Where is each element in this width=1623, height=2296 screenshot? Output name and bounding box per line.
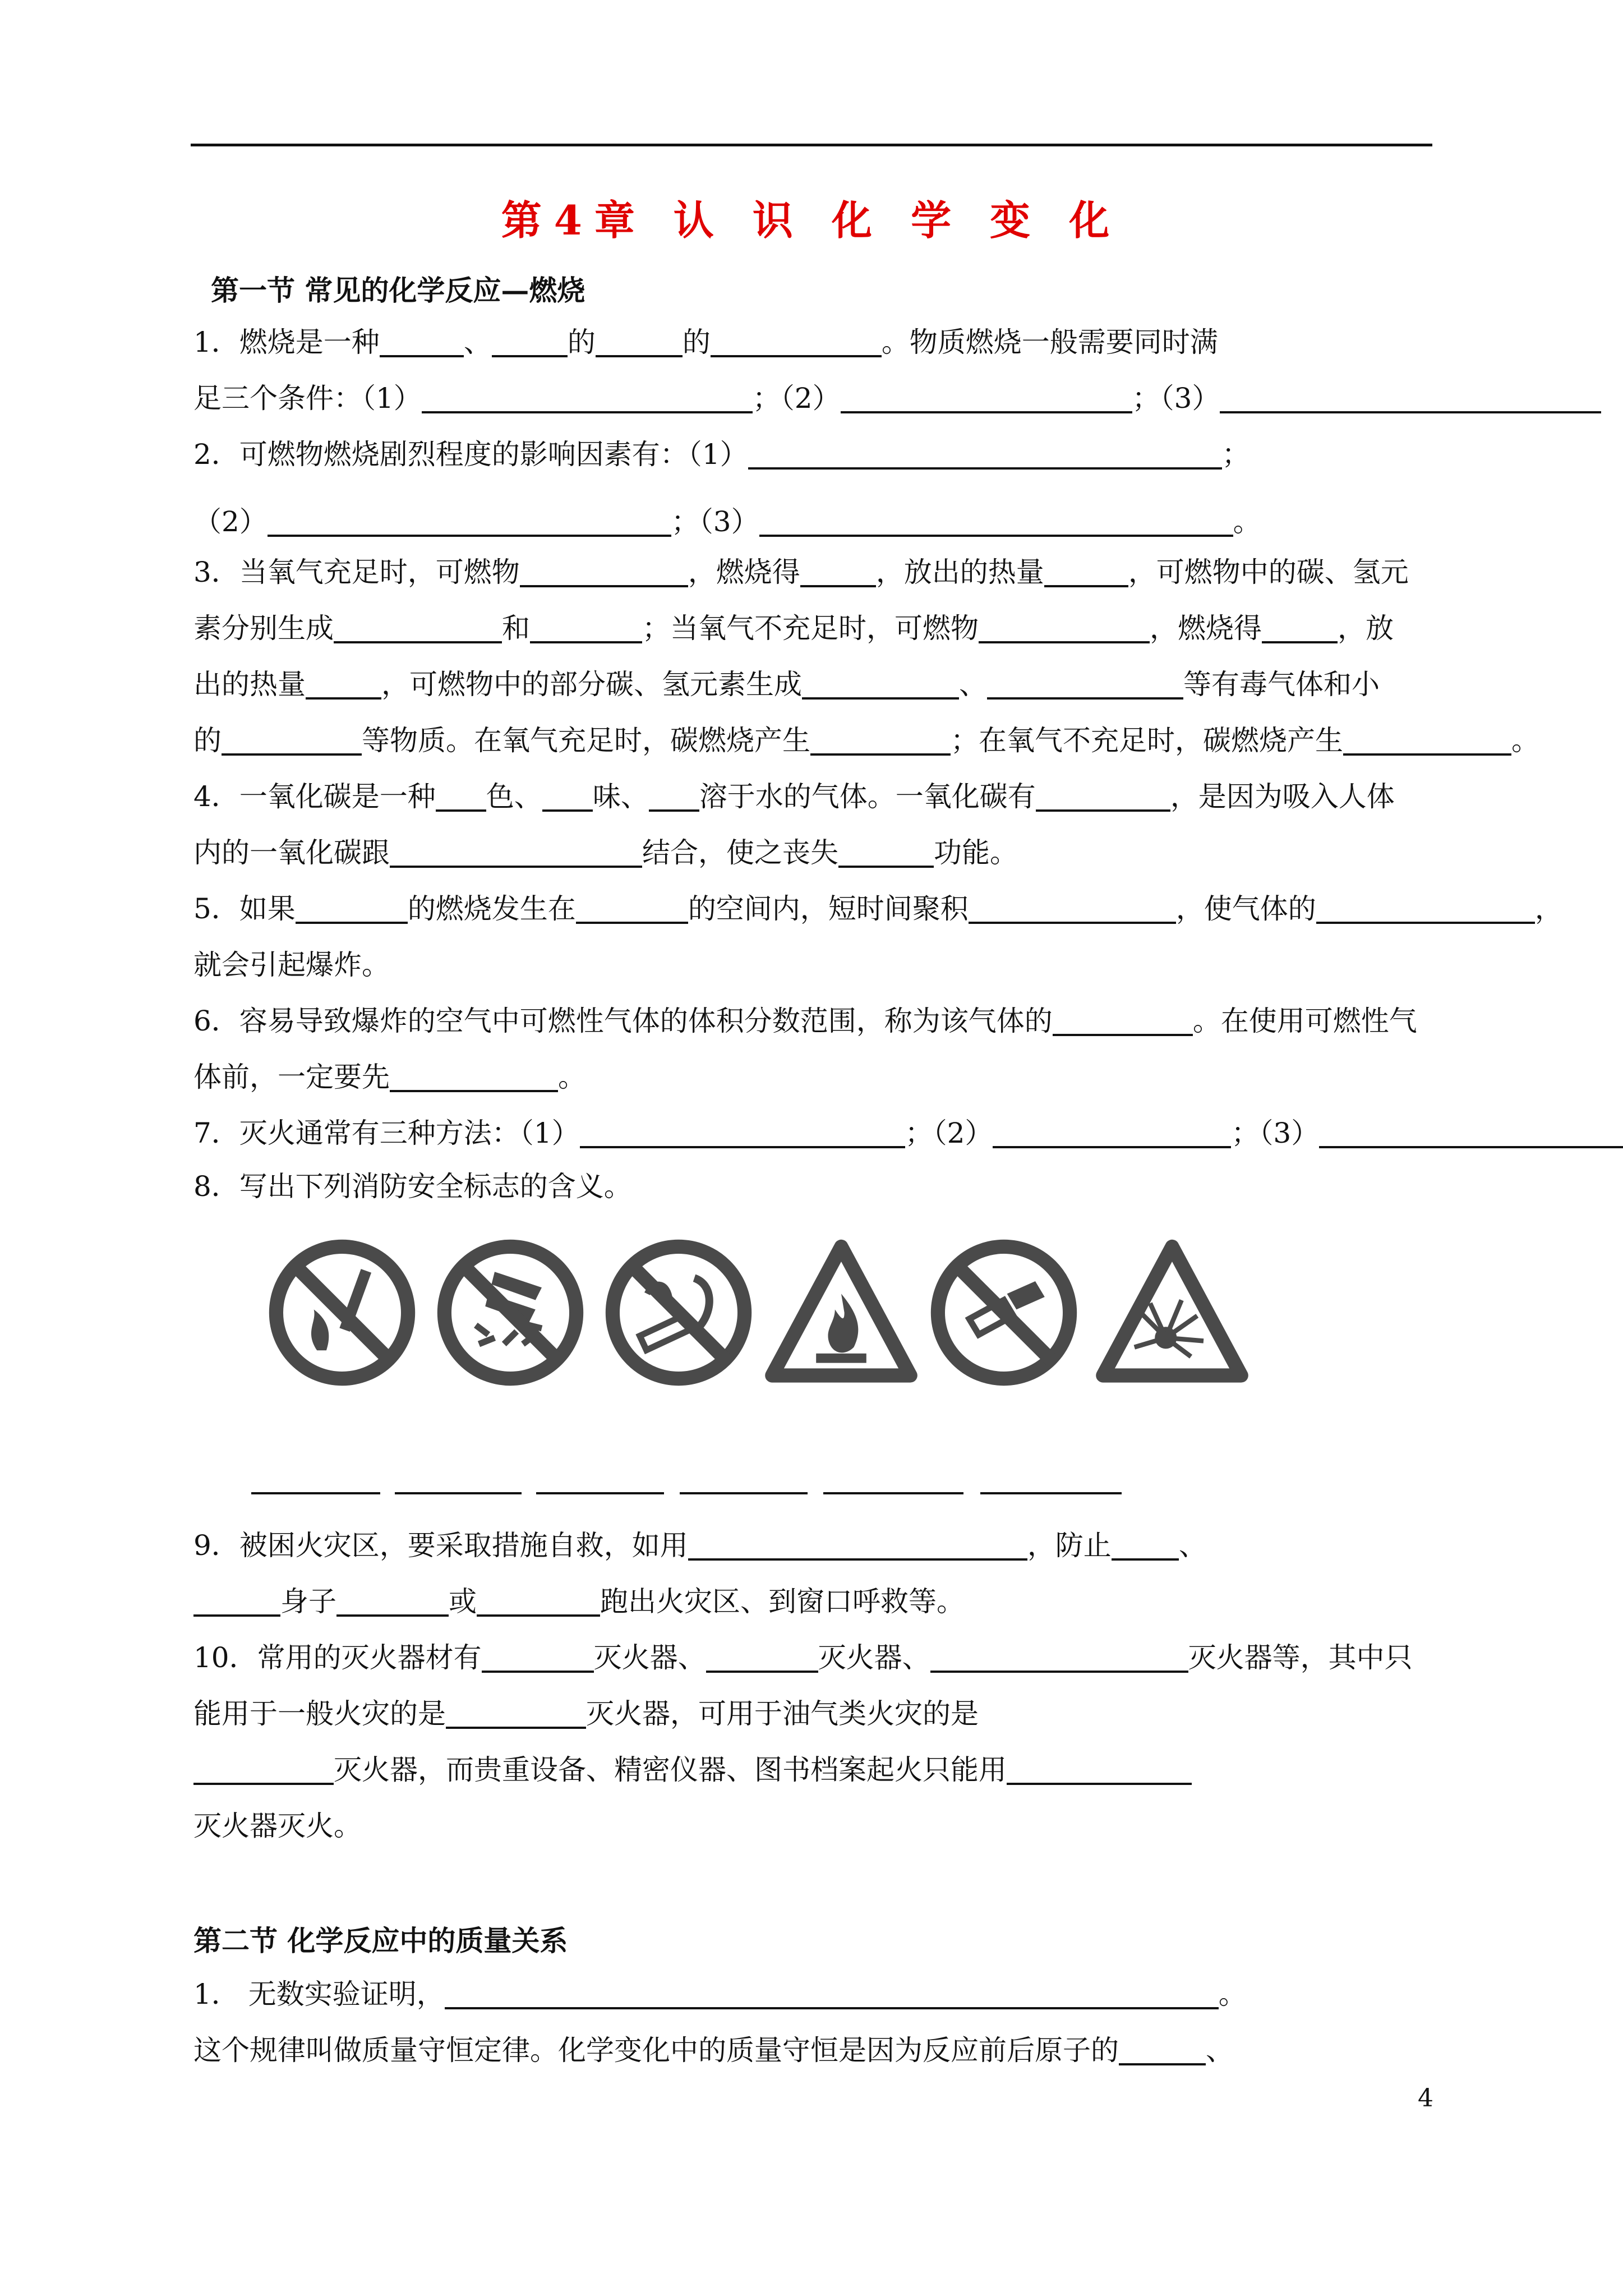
blank[interactable] [380,326,464,357]
section2-heading: 第二节 化学反应中的质量关系 [193,1924,568,1957]
q6-line2: 体前，一定要先 。 [193,1061,586,1093]
q1-line1: 1．燃烧是一种 、 的 的 。物质燃烧一般需要同时满 [193,326,1218,358]
explosive-warning-sign-icon [1094,1234,1251,1391]
blank[interactable] [1343,724,1511,756]
blank[interactable] [748,438,1222,470]
no-open-flame-sign-icon [264,1234,421,1391]
q9-line2: 身子 或 跑出火灾区、到窗口呼救等。 [193,1582,965,1621]
blank[interactable] [649,780,699,812]
q4-line1: 4．一氧化碳是一种 色、 味、 溶于水的气体。一氧化碳有 ，是因为吸入人体 [193,780,1395,813]
blank[interactable] [688,1529,1027,1561]
blank[interactable] [596,326,683,357]
blank[interactable] [482,1641,594,1673]
blank[interactable] [542,780,593,812]
blank[interactable] [1007,1754,1192,1785]
blank[interactable] [296,892,408,924]
blank[interactable] [993,1117,1231,1148]
blank[interactable] [1319,1117,1623,1148]
blank[interactable] [520,556,688,587]
blank[interactable] [193,1585,280,1617]
blank[interactable] [969,892,1176,924]
q10-line1: 10．常用的灭火器材有 灭火器、 灭火器、 灭火器等，其中只 [193,1641,1413,1674]
blank[interactable] [810,724,951,756]
q5-line2: 就会引起爆炸。 [193,949,390,981]
s2-q1-line1: 1． 无数实验证明， 。 [193,1978,1247,2010]
q3-line2: 素分别生成 和 ；当氧气不充足时，可燃物 ，燃烧得 ，放 [193,612,1394,645]
blank[interactable] [1112,1529,1179,1561]
blank[interactable] [979,612,1150,643]
sign-answer-blank[interactable] [980,1492,1122,1494]
q3-line1: 3．当氧气充足时，可燃物 ，燃烧得 ，放出的热量 ，可燃物中的碳、氢元 [193,556,1409,588]
q7-line: 7．灭火通常有三种方法：（1） ；（2） ；（3） [193,1114,1623,1153]
sign-answer-blank[interactable] [823,1492,963,1494]
blank[interactable] [838,836,934,868]
blank[interactable] [1053,1005,1193,1036]
blank[interactable] [306,668,381,700]
blank[interactable] [711,326,882,357]
q10-line3: 灭火器，而贵重设备、精密仪器、图书档案起火只能用 [193,1750,1192,1789]
blank[interactable] [445,1978,1219,2009]
blank[interactable] [802,668,959,700]
q4-line2: 内的一氧化碳跟 结合，使之丧失 功能。 [193,836,1018,869]
q1-line2: 足三个条件：（1） ；（2） ；（3） [193,379,1601,418]
q2-line1: 2．可燃物燃烧剧烈程度的影响因素有：（1） ； [193,438,1250,471]
blank[interactable] [336,1585,449,1617]
section1-heading: 第一节 常见的化学反应—燃烧 [211,274,585,307]
sign-answer-blank[interactable] [680,1492,808,1494]
top-rule [191,144,1432,146]
blank[interactable] [800,556,876,587]
sign-answer-blank[interactable] [395,1492,522,1494]
blank[interactable] [530,612,642,643]
blank[interactable] [706,1641,818,1673]
sign-answer-blank[interactable] [251,1492,380,1494]
q10-line4: 灭火器灭火。 [193,1810,362,1842]
blank[interactable] [1316,892,1535,924]
blank[interactable] [390,1061,558,1092]
blank[interactable] [759,505,1233,537]
no-smoking-sign-icon [600,1234,757,1391]
blank[interactable] [334,612,502,643]
q3-line4: 的 等物质。在氧气充足时，碳燃烧产生 ；在氧气不充足时，碳燃烧产生 。 [193,724,1539,757]
flammable-warning-sign-icon [763,1234,920,1391]
blank[interactable] [436,780,486,812]
q8-line: 8．写出下列消防安全标志的含义。 [193,1170,632,1203]
blank[interactable] [222,724,362,756]
safety-signs-row [264,1234,1262,1402]
blank[interactable] [446,1697,586,1729]
q3-line3: 出的热量 ，可燃物中的部分碳、氢元素生成 、 等有毒气体和小 [193,668,1380,701]
page-number: 4 [1418,2084,1433,2113]
blank[interactable] [193,1754,334,1785]
blank[interactable] [268,505,671,537]
q6-line1: 6．容易导致爆炸的空气中可燃性气体的体积分数范围，称为该气体的 。在使用可燃性气 [193,1005,1417,1037]
no-burning-sign-icon [432,1234,589,1391]
blank[interactable] [1262,612,1338,643]
blank[interactable] [580,1117,905,1148]
q2-line2: （2） ；（3） 。 [193,505,1261,538]
blank[interactable] [422,382,753,413]
q5-line1: 5．如果 的燃烧发生在 的空间内，短时间聚积 ，使气体的 ， [193,892,1563,925]
q9-line1: 9．被困火灾区，要采取措施自救，如用 ，防止 、 [193,1529,1207,1562]
blank[interactable] [930,1641,1188,1673]
blank[interactable] [390,836,642,868]
blank[interactable] [1220,382,1601,413]
blank[interactable] [1119,2034,1206,2065]
no-fireworks-sign-icon [925,1234,1082,1391]
blank[interactable] [987,668,1183,700]
blank[interactable] [576,892,688,924]
blank[interactable] [1044,556,1128,587]
chapter-title: 第4章 认 识 化 学 变 化 [501,196,1122,244]
sign-answer-blank[interactable] [536,1492,664,1494]
blank[interactable] [1036,780,1170,812]
s2-q1-line2: 这个规律叫做质量守恒定律。化学变化中的质量守恒是因为反应前后原子的 、 [193,2034,1234,2067]
blank[interactable] [841,382,1132,413]
blank[interactable] [477,1585,600,1617]
q10-line2: 能用于一般火灾的是 灭火器，可用于油气类火灾的是 [193,1697,979,1730]
blank[interactable] [492,326,568,357]
